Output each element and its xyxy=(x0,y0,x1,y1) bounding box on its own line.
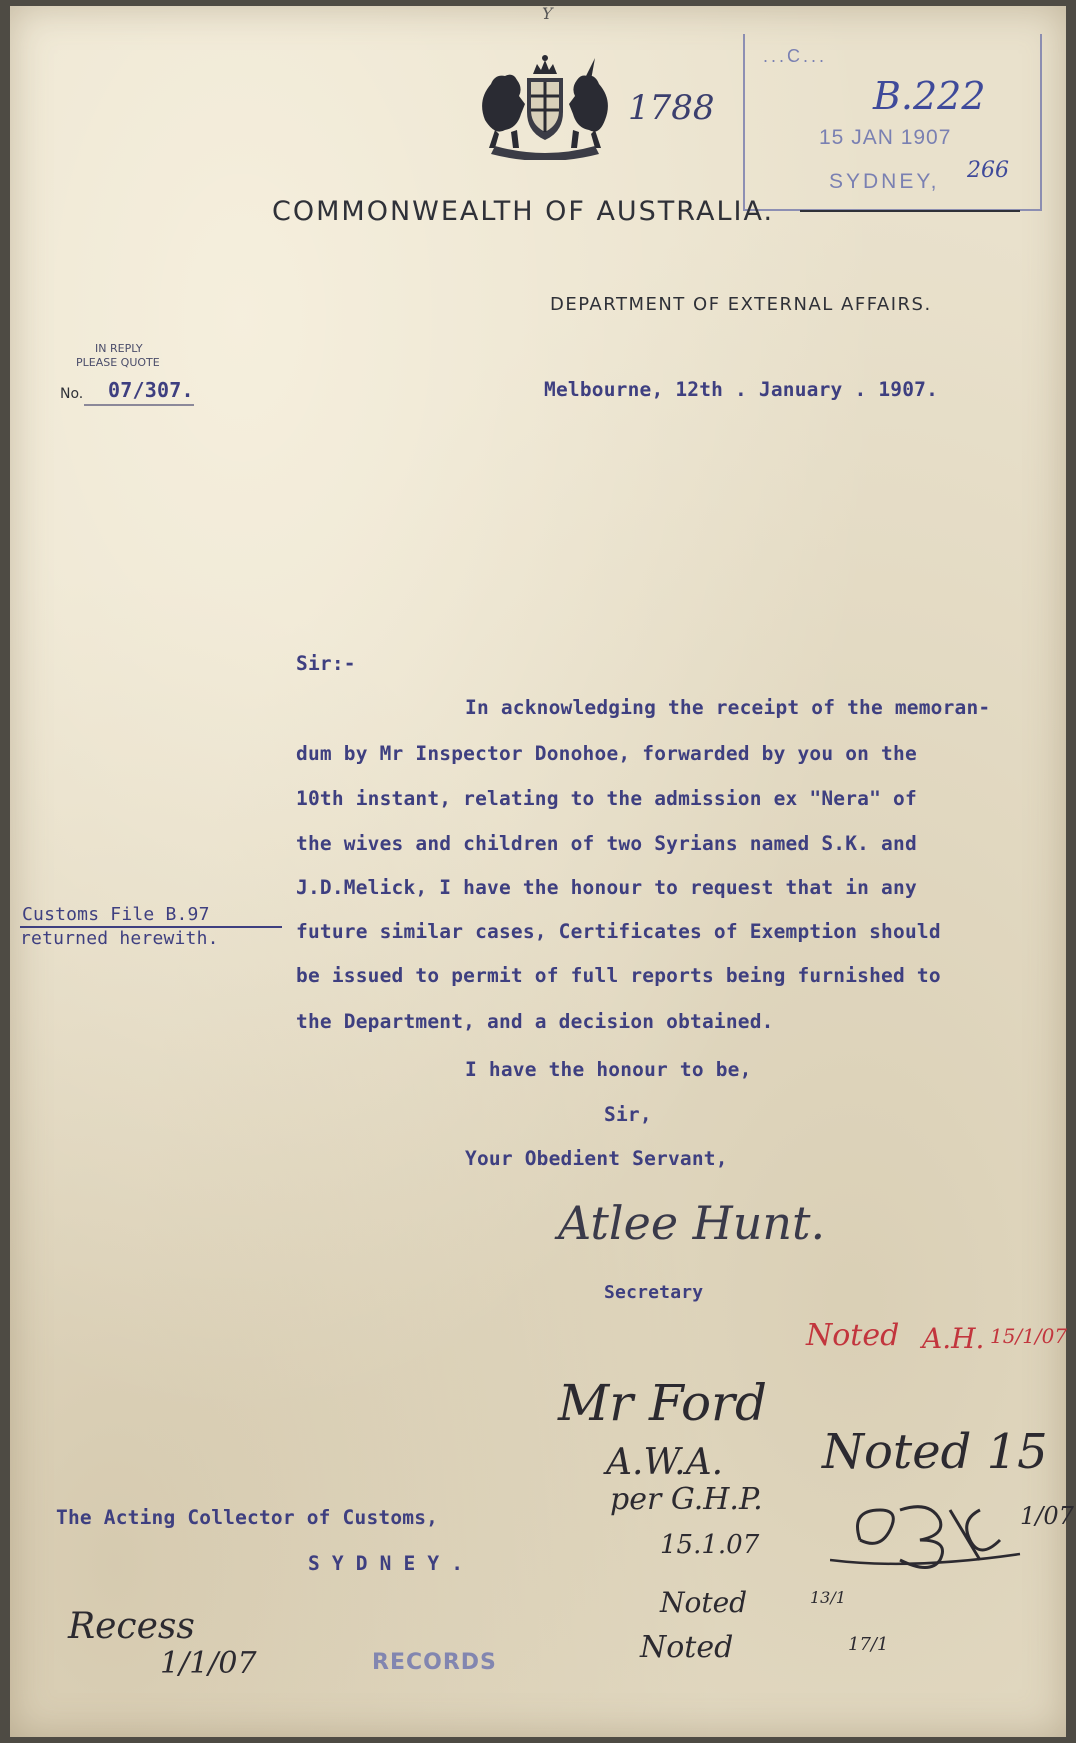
letterhead-underline xyxy=(800,210,1020,212)
initials-scrawl xyxy=(830,1480,1030,1590)
noted-red: Noted xyxy=(806,1318,900,1353)
noted-lower1-date: 13/1 xyxy=(810,1588,846,1607)
body-line-6: future similar cases, Certificates of Exemption should xyxy=(296,920,941,943)
coat-of-arms-icon xyxy=(465,50,625,160)
per-note-date: 15.1.07 xyxy=(660,1530,760,1560)
body-line-8: the Department, and a decision obtained. xyxy=(296,1010,774,1033)
noted-lower1: Noted xyxy=(660,1586,748,1619)
noted-right: Noted 15 xyxy=(822,1424,1048,1480)
margin-note-line2: returned herewith. xyxy=(20,928,219,949)
addressee-line2: S Y D N E Y . xyxy=(308,1552,464,1575)
reference-underline xyxy=(84,404,194,406)
register-number: 1788 xyxy=(628,88,715,128)
signature: Atlee Hunt. xyxy=(558,1196,826,1250)
letter-sheet xyxy=(10,4,1074,1737)
salutation: Sir:- xyxy=(296,652,356,675)
mr-ford-note: Mr Ford xyxy=(558,1374,767,1432)
reply-label-line1: IN REPLY xyxy=(95,342,143,355)
per-note-line1: A.W.A. xyxy=(606,1442,724,1483)
stamp-city: SYDNEY, xyxy=(829,170,940,193)
closing-line3: Your Obedient Servant, xyxy=(465,1147,728,1170)
body-line-1: In acknowledging the receipt of the memoran- xyxy=(465,696,991,719)
stamp-extra: 266 xyxy=(967,158,1009,183)
body-line-3: 10th instant, relating to the admission ex "Nera" of xyxy=(296,787,917,810)
body-line-7: be issued to permit of full reports being furnished to xyxy=(296,964,941,987)
place-date: Melbourne, 12th . January . 1907. xyxy=(544,378,939,401)
per-note-line2: per G.H.P. xyxy=(610,1482,763,1517)
noted-right-fraction: 1/07 xyxy=(1020,1502,1074,1530)
closing-line1: I have the honour to be, xyxy=(465,1058,752,1081)
noted-lower2: Noted xyxy=(640,1630,734,1665)
body-line-2: dum by Mr Inspector Donohoe, forwarded by you on the xyxy=(296,742,917,765)
department-name: DEPARTMENT OF EXTERNAL AFFAIRS. xyxy=(550,294,932,315)
letterhead-country: COMMONWEALTH OF AUSTRALIA. xyxy=(272,196,775,227)
corner-mark: Y xyxy=(542,4,553,23)
reference-no-label: No. xyxy=(60,386,84,402)
closing-line2: Sir, xyxy=(604,1103,652,1126)
margin-note-line1: Customs File B.97 xyxy=(22,904,210,925)
addressee-line1: The Acting Collector of Customs, xyxy=(56,1506,439,1529)
reply-label-line2: PLEASE QUOTE xyxy=(76,356,160,369)
noted-lower2-date: 17/1 xyxy=(848,1634,889,1655)
stamp-number: B.222 xyxy=(873,74,986,118)
body-line-5: J.D.Melick, I have the honour to request that in any xyxy=(296,876,917,899)
noted-red-initials: A.H. xyxy=(922,1322,985,1355)
body-line-4: the wives and children of two Syrians named S.K. and xyxy=(296,832,917,855)
stamp-date: 15 JAN 1907 xyxy=(819,126,952,149)
secretary-title: Secretary xyxy=(604,1282,704,1303)
received-stamp xyxy=(743,34,1042,211)
stamp-top-text: ...C... xyxy=(763,46,828,66)
records-stamp: RECORDS xyxy=(372,1650,497,1675)
noted-red-date: 15/1/07 xyxy=(990,1324,1068,1348)
bottom-left-note: Recess xyxy=(68,1606,195,1647)
bottom-left-date: 1/1/07 xyxy=(160,1646,257,1681)
reference-number: 07/307. xyxy=(108,378,194,402)
